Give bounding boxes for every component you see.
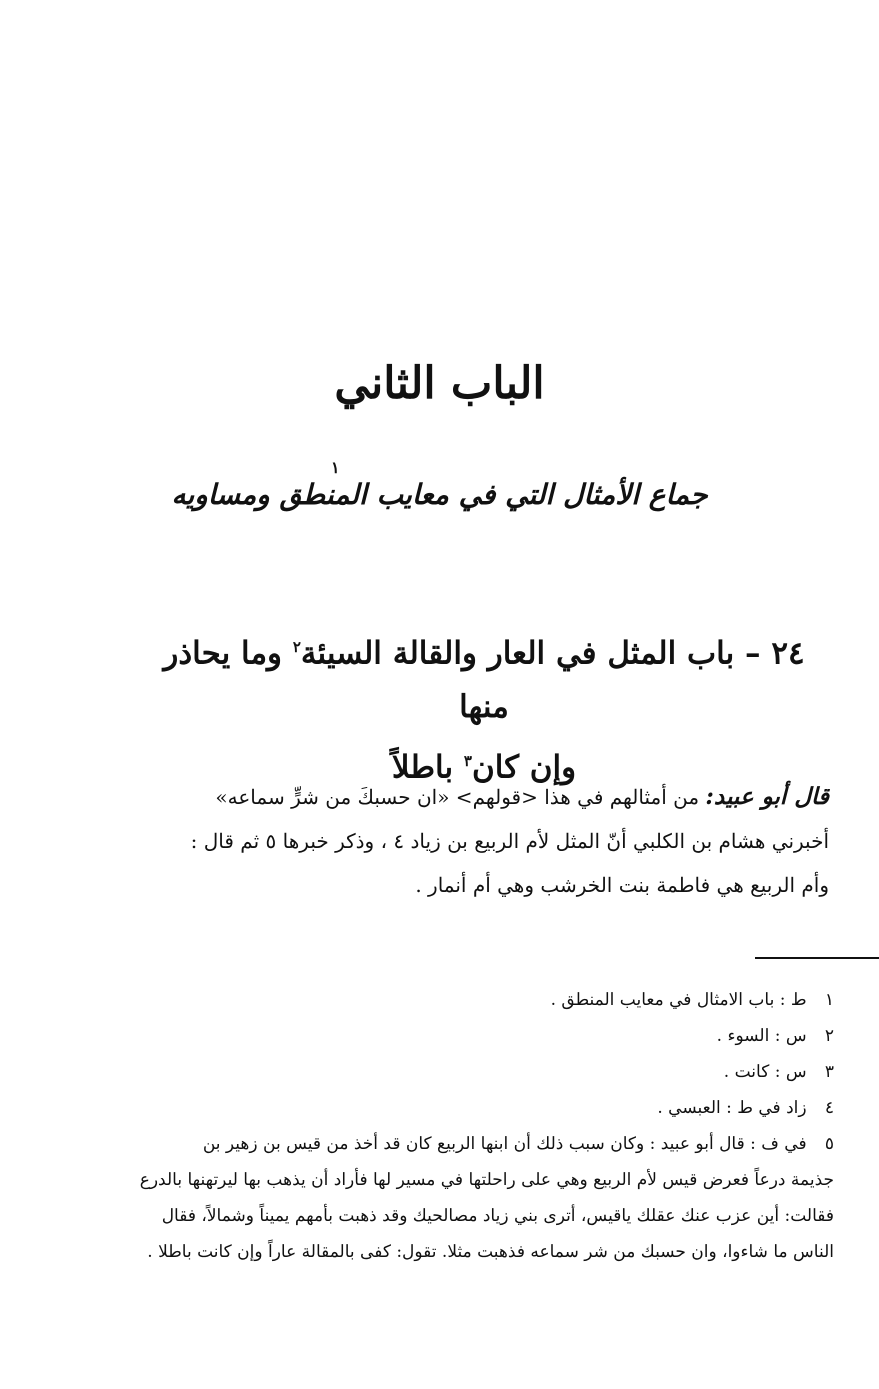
chapter-subtitle: جماع الأمثال التي في معايب المنطق ومساويه: [171, 478, 708, 511]
footnote-text: في ف : قال أبو عبيد : وكان سبب ذلك أن ابنها الربيع كان قد أخذ من قيس بن زهير بن: [202, 1134, 807, 1154]
footnotes: [34, 982, 834, 1270]
footnote-number: ٣: [824, 1062, 834, 1082]
footnote-ref-3: ٣: [463, 752, 472, 771]
footnote-ref-2: ٢: [292, 638, 301, 656]
footnote-number: ٤: [824, 1098, 834, 1118]
section-heading-line-1: [144, 620, 824, 734]
speaker-label: قال أبو عبيد:: [705, 783, 829, 810]
footnote-text: س : كانت .: [723, 1062, 807, 1082]
footnote-divider: [755, 957, 879, 959]
section-heading-part-1: ٢٤ – باب المثل في العار والقالة السيئة: [300, 635, 805, 672]
body-line-1: [49, 775, 829, 819]
footnote-continuation: جذيمة درعاً فعرض قيس لأم الربيع وهي على راحلتها في مسير لها فأراد أن يذهب بها ليرتهنها بالدرع: [139, 1170, 834, 1190]
footnote-item: [34, 1126, 834, 1162]
body-line-1-text: من أمثالهم في هذا <قولهم> «ان حسبكَ من شرٍّ سماعه»: [215, 785, 700, 809]
section-heading-part-2: وما يحاذر منها: [163, 635, 509, 726]
section-heading-part-3: وإن كان: [471, 749, 577, 786]
footnote-item: [34, 1018, 834, 1054]
footnote-text: س : السوء .: [716, 1026, 807, 1046]
body-line-3: وأم الربيع هي فاطمة بنت الخرشب وهي أم أنمار .: [415, 873, 829, 897]
footnote-continuation: فقالت: أين عزب عنك عقلك ياقيس، أترى بني زياد مصالحيك وقد ذهبت بأمهم يميناً وشمالاً، فقال: [161, 1206, 834, 1226]
footnote-item: [34, 1090, 834, 1126]
body-line-2: أخبرني هشام بن الكلبي أنّ المثل لأم الربيع بن زياد ٤ ، وذكر خبرها ٥ ثم قال :: [190, 829, 829, 853]
footnote-number: ٢: [824, 1026, 834, 1046]
section-heading-part-4: باطلاً: [391, 749, 454, 786]
footnote-continuation: الناس ما شاءوا، وان حسبك من شر سماعه فذهبت مثلا. تقول: كفى بالمقالة عاراً وإن كانت باطلا .: [147, 1242, 834, 1262]
footnote-number: ١: [824, 990, 834, 1010]
footnote-text: زاد في ط : العبسي .: [657, 1098, 807, 1118]
chapter-title: الباب الثاني: [334, 358, 545, 409]
footnote-item: [34, 982, 834, 1018]
section-heading: [144, 620, 824, 795]
body-paragraph: [49, 775, 829, 907]
footnote-number: ٥: [824, 1134, 834, 1154]
subtitle-footnote-marker: ١: [331, 458, 340, 477]
footnote-text: ط : باب الامثال في معايب المنطق .: [550, 990, 807, 1010]
footnote-item: [34, 1054, 834, 1090]
